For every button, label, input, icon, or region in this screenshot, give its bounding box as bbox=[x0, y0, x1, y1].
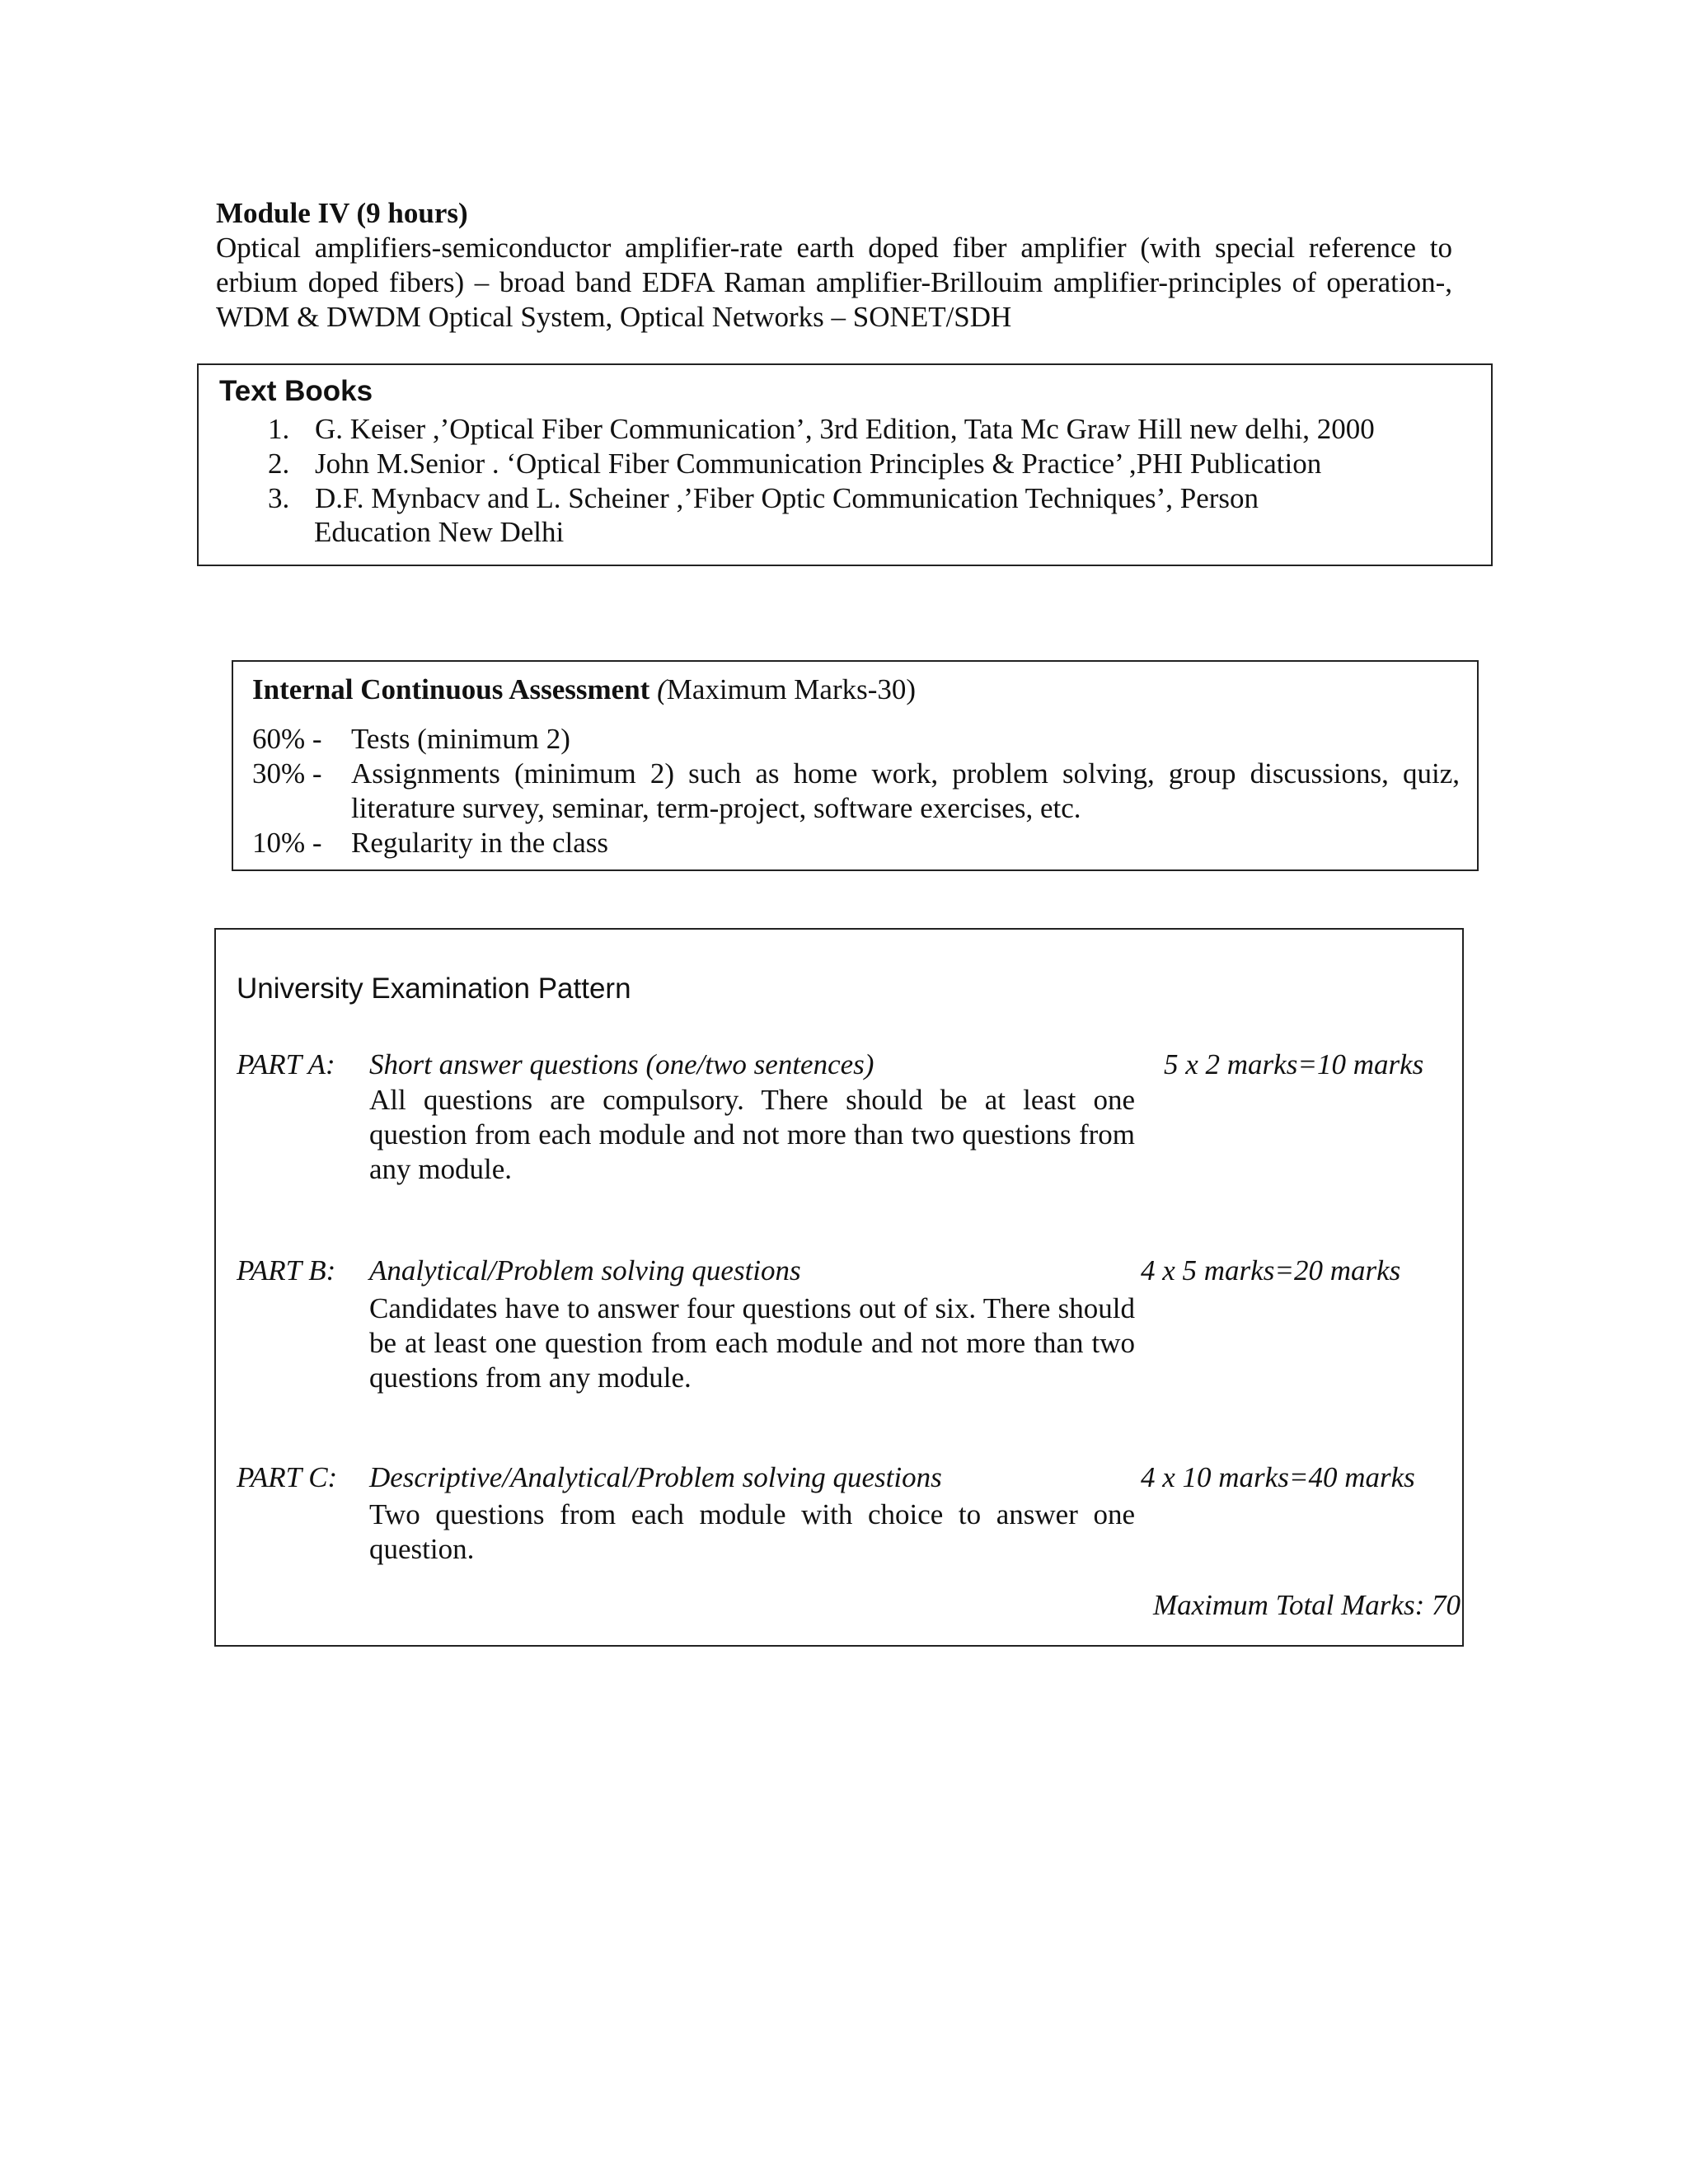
max-marks-label: Maximum Marks-30) bbox=[666, 673, 917, 705]
assessment-text: Assignments (minimum 2) such as home work, problem solving, group discussions, quiz, literature survey, seminar, term-project, software exercises, etc. bbox=[351, 757, 1460, 824]
textbook-text-continued: Education New Delhi bbox=[314, 516, 565, 548]
textbook-number: 1. bbox=[268, 413, 290, 445]
maximum-total-marks: Maximum Total Marks: 70 bbox=[1152, 1589, 1461, 1621]
part-b-name: Analytical/Problem solving questions bbox=[369, 1254, 801, 1286]
textbook-number: 2. bbox=[268, 448, 290, 480]
part-a-marks: 5 x 2 marks=10 marks bbox=[1164, 1048, 1424, 1080]
assessment-text: Tests (minimum 2) bbox=[351, 723, 570, 755]
part-a-label: PART A: bbox=[237, 1048, 335, 1080]
textbooks-box bbox=[197, 363, 1493, 566]
assessment-percent: 10% - bbox=[252, 827, 322, 859]
part-a-description: All questions are compulsory. There should be at least one question from each module and not more than two questions from any module. bbox=[369, 1084, 1135, 1185]
internal-assessment-title bbox=[252, 673, 916, 706]
title-paren: ( bbox=[657, 673, 667, 705]
textbook-item bbox=[268, 412, 1375, 447]
textbook-item bbox=[268, 481, 1259, 516]
module-section bbox=[216, 196, 1452, 335]
exam-pattern-box bbox=[214, 928, 1464, 1647]
assessment-percent: 30% - bbox=[252, 757, 322, 790]
part-c-name: Descriptive/Analytical/Problem solving questions bbox=[369, 1461, 942, 1493]
textbook-item bbox=[268, 447, 1321, 481]
part-b-marks: 4 x 5 marks=20 marks bbox=[1141, 1254, 1401, 1286]
assessment-row bbox=[252, 722, 1460, 757]
assessment-row bbox=[252, 826, 1460, 860]
part-b-label: PART B: bbox=[237, 1254, 336, 1286]
module-body: Optical amplifiers-semiconductor amplifier-rate earth doped fiber amplifier (with special reference to erbium doped fibers) – broad band EDFA Raman amplifier-Brillouim amplifier-principles of operation-, WDM & DWDM Optical System, Optical Networks – SONET/SDH bbox=[216, 232, 1452, 333]
assessment-row bbox=[252, 757, 1460, 826]
internal-assessment-title-bold: Internal Continuous Assessment bbox=[252, 673, 650, 705]
textbook-text: D.F. Mynbacv and L. Scheiner ,’Fiber Optic Communication Techniques’, Person bbox=[315, 482, 1259, 514]
textbook-text: John M.Senior . ‘Optical Fiber Communication Principles & Practice’ ,PHI Publication bbox=[315, 448, 1322, 480]
assessment-percent: 60% - bbox=[252, 723, 322, 755]
internal-assessment-box bbox=[232, 660, 1479, 871]
assessment-text: Regularity in the class bbox=[351, 827, 609, 859]
part-c-description: Two questions from each module with choice to answer one question. bbox=[369, 1498, 1135, 1565]
part-a-name: Short answer questions (one/two sentences) bbox=[369, 1048, 874, 1080]
part-c-marks: 4 x 10 marks=40 marks bbox=[1141, 1461, 1415, 1493]
part-b-description: Candidates have to answer four questions out of six. There should be at least one question from each module and not more than two questions from any module. bbox=[369, 1292, 1135, 1394]
textbook-text: G. Keiser ,’Optical Fiber Communication’, 3rd Edition, Tata Mc Graw Hill new delhi, 2000 bbox=[315, 413, 1375, 445]
part-c-label: PART C: bbox=[237, 1461, 338, 1493]
module-heading: Module IV (9 hours) bbox=[216, 197, 468, 229]
exam-pattern-title: University Examination Pattern bbox=[237, 972, 631, 1005]
textbook-number: 3. bbox=[268, 482, 290, 514]
textbooks-title: Text Books bbox=[219, 375, 373, 407]
